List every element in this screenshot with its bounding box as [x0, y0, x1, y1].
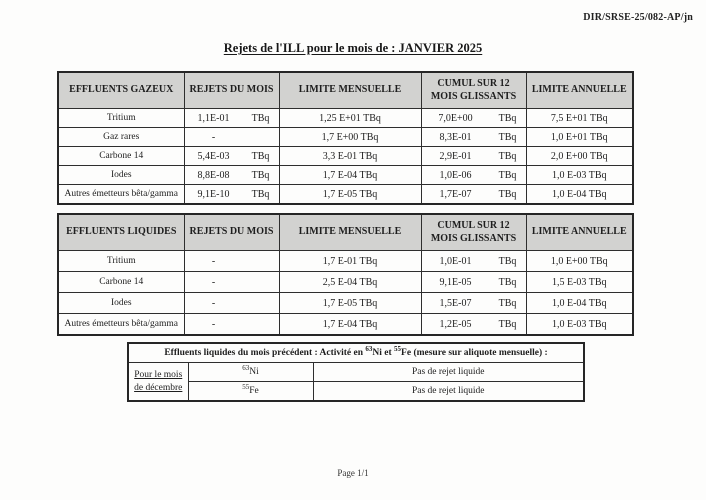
- header-effluents-gazeux: EFFLUENTS GAZEUX: [58, 72, 184, 109]
- table-row: [58, 185, 633, 205]
- limite-mensuelle-cell: 1,7 E-01 TBq: [279, 251, 421, 272]
- limite-annuelle-cell: 1,5 E-03 TBq: [526, 272, 633, 293]
- nuclide-label: Gaz rares: [58, 128, 184, 147]
- table-row: [58, 314, 633, 336]
- cumul-unit: TBq: [498, 297, 517, 309]
- cumul-unit: TBq: [498, 112, 517, 124]
- header-limite-mensuelle: LIMITE MENSUELLE: [279, 214, 421, 251]
- limite-annuelle-cell: 1,0 E-04 TBq: [526, 293, 633, 314]
- limite-mensuelle-cell: 1,7 E-05 TBq: [279, 293, 421, 314]
- rejet-unit: TBq: [251, 112, 270, 124]
- caption-row: [128, 343, 584, 363]
- limite-mensuelle-cell: 1,7 E+00 TBq: [279, 128, 421, 147]
- rejet-value: 1,1E-01: [197, 112, 230, 124]
- isotope-symbol: Ni: [249, 367, 259, 377]
- limite-annuelle-cell: 1,0 E-03 TBq: [526, 166, 633, 185]
- rejet-cell: [184, 314, 279, 336]
- rejet-cell: [184, 272, 279, 293]
- cumul-value: 1,7E-07: [439, 188, 472, 200]
- header-cumul-12-mois: CUMUL SUR 12 MOIS GLISSANTS: [421, 214, 526, 251]
- limite-mensuelle-cell: 1,7 E-04 TBq: [279, 314, 421, 336]
- cumul-unit: TBq: [498, 318, 517, 330]
- cumul-value: 8,3E-01: [439, 131, 472, 143]
- cumul-cell: [421, 251, 526, 272]
- previous-month-activity-table: [127, 342, 585, 402]
- limite-annuelle-cell: 7,5 E+01 TBq: [526, 109, 633, 128]
- cumul-cell: [421, 128, 526, 147]
- document-reference: DIR/SRSE-25/082-AP/jn: [583, 12, 693, 23]
- nuclide-label: Iodes: [58, 166, 184, 185]
- limite-annuelle-cell: 1,0 E-04 TBq: [526, 185, 633, 205]
- header-rejets-du-mois: REJETS DU MOIS: [184, 72, 279, 109]
- isotope-cell: [188, 382, 313, 402]
- caption-text: Fe (mesure sur aliquote mensuelle) :: [401, 348, 548, 358]
- isotope-mass-superscript: 63: [365, 344, 373, 353]
- rejet-cell: [184, 251, 279, 272]
- cumul-value: 2,9E-01: [439, 150, 472, 162]
- isotope-mass: 63: [242, 363, 250, 372]
- rejet-value: -: [211, 318, 216, 330]
- nuclide-label: Iodes: [58, 293, 184, 314]
- isotope-mass: 55: [242, 382, 250, 391]
- cumul-cell: [421, 109, 526, 128]
- rejet-cell: [184, 147, 279, 166]
- cumul-unit: TBq: [498, 150, 517, 162]
- gaseous-effluents-table: [57, 71, 634, 205]
- rejet-unit: TBq: [251, 150, 270, 162]
- limite-annuelle-cell: 1,0 E+00 TBq: [526, 251, 633, 272]
- nuclide-label: Tritium: [58, 109, 184, 128]
- nuclide-label: Tritium: [58, 251, 184, 272]
- page-number: Page 1/1: [337, 468, 369, 478]
- isotope-cell: [188, 363, 313, 382]
- period-label-line1: Pour le mois: [134, 370, 183, 381]
- header-rejets-du-mois: REJETS DU MOIS: [184, 214, 279, 251]
- nuclide-label: Carbone 14: [58, 147, 184, 166]
- rejet-value: -: [211, 131, 216, 143]
- cumul-value: 9,1E-05: [439, 276, 472, 288]
- cumul-value: 1,0E-06: [439, 169, 472, 181]
- table-row: [58, 293, 633, 314]
- period-label-line2: de décembre: [134, 382, 183, 393]
- cumul-unit: TBq: [498, 188, 517, 200]
- caption-text: Effluents liquides du mois précédent : Activité en: [164, 348, 366, 358]
- rejet-value: -: [211, 255, 216, 267]
- table-row: [58, 147, 633, 166]
- cumul-value: 1,0E-01: [439, 255, 472, 267]
- table-row: [58, 166, 633, 185]
- limite-annuelle-cell: 1,0 E-03 TBq: [526, 314, 633, 336]
- cumul-value: 1,2E-05: [439, 318, 472, 330]
- rejet-cell: [184, 166, 279, 185]
- liquid-effluents-table: [57, 213, 634, 336]
- limite-mensuelle-cell: 1,7 E-05 TBq: [279, 185, 421, 205]
- rejet-unit: TBq: [251, 169, 270, 181]
- isotope-mass-superscript: 55: [394, 344, 402, 353]
- nuclide-label: Carbone 14: [58, 272, 184, 293]
- limite-annuelle-cell: 1,0 E+01 TBq: [526, 128, 633, 147]
- result-cell: Pas de rejet liquide: [313, 382, 584, 402]
- cumul-unit: TBq: [498, 255, 517, 267]
- table-row: [58, 251, 633, 272]
- result-cell: Pas de rejet liquide: [313, 363, 584, 382]
- rejet-value: -: [211, 297, 216, 309]
- table-row: [128, 363, 584, 382]
- cumul-cell: [421, 293, 526, 314]
- rejet-cell: [184, 128, 279, 147]
- table-row: [58, 109, 633, 128]
- cumul-unit: TBq: [498, 169, 517, 181]
- nuclide-label: Autres émetteurs bêta/gamma: [58, 185, 184, 205]
- cumul-cell: [421, 272, 526, 293]
- cumul-unit: TBq: [498, 131, 517, 143]
- cumul-cell: [421, 185, 526, 205]
- limite-mensuelle-cell: 2,5 E-04 TBq: [279, 272, 421, 293]
- period-label-cell: [128, 363, 188, 402]
- cumul-cell: [421, 147, 526, 166]
- nuclide-label: Autres émetteurs bêta/gamma: [58, 314, 184, 336]
- rejet-value: -: [211, 276, 216, 288]
- header-limite-annuelle: LIMITE ANNUELLE: [526, 214, 633, 251]
- header-cumul-12-mois: CUMUL SUR 12 MOIS GLISSANTS: [421, 72, 526, 109]
- rejet-value: 9,1E-10: [197, 188, 230, 200]
- table-row: [58, 128, 633, 147]
- rejet-unit: TBq: [251, 188, 270, 200]
- isotope-symbol: Fe: [249, 386, 259, 396]
- table-row: [128, 382, 584, 402]
- cumul-value: 7,0E+00: [438, 112, 473, 124]
- rejet-value: 8,8E-08: [197, 169, 230, 181]
- caption-text: Ni et: [372, 348, 395, 358]
- limite-mensuelle-cell: 1,7 E-04 TBq: [279, 166, 421, 185]
- table-caption: [128, 343, 584, 363]
- limite-mensuelle-cell: 1,25 E+01 TBq: [279, 109, 421, 128]
- cumul-value: 1,5E-07: [439, 297, 472, 309]
- table-row: [58, 272, 633, 293]
- limite-mensuelle-cell: 3,3 E-01 TBq: [279, 147, 421, 166]
- limite-annuelle-cell: 2,0 E+00 TBq: [526, 147, 633, 166]
- rejet-cell: [184, 293, 279, 314]
- table-header-row: [58, 72, 633, 109]
- rejet-cell: [184, 185, 279, 205]
- cumul-cell: [421, 314, 526, 336]
- rejet-value: 5,4E-03: [197, 150, 230, 162]
- page-title: Rejets de l'ILL pour le mois de : JANVIER 2025: [223, 41, 483, 55]
- table-header-row: [58, 214, 633, 251]
- rejet-cell: [184, 109, 279, 128]
- header-effluents-liquides: EFFLUENTS LIQUIDES: [58, 214, 184, 251]
- header-limite-mensuelle: LIMITE MENSUELLE: [279, 72, 421, 109]
- header-limite-annuelle: LIMITE ANNUELLE: [526, 72, 633, 109]
- cumul-cell: [421, 166, 526, 185]
- cumul-unit: TBq: [498, 276, 517, 288]
